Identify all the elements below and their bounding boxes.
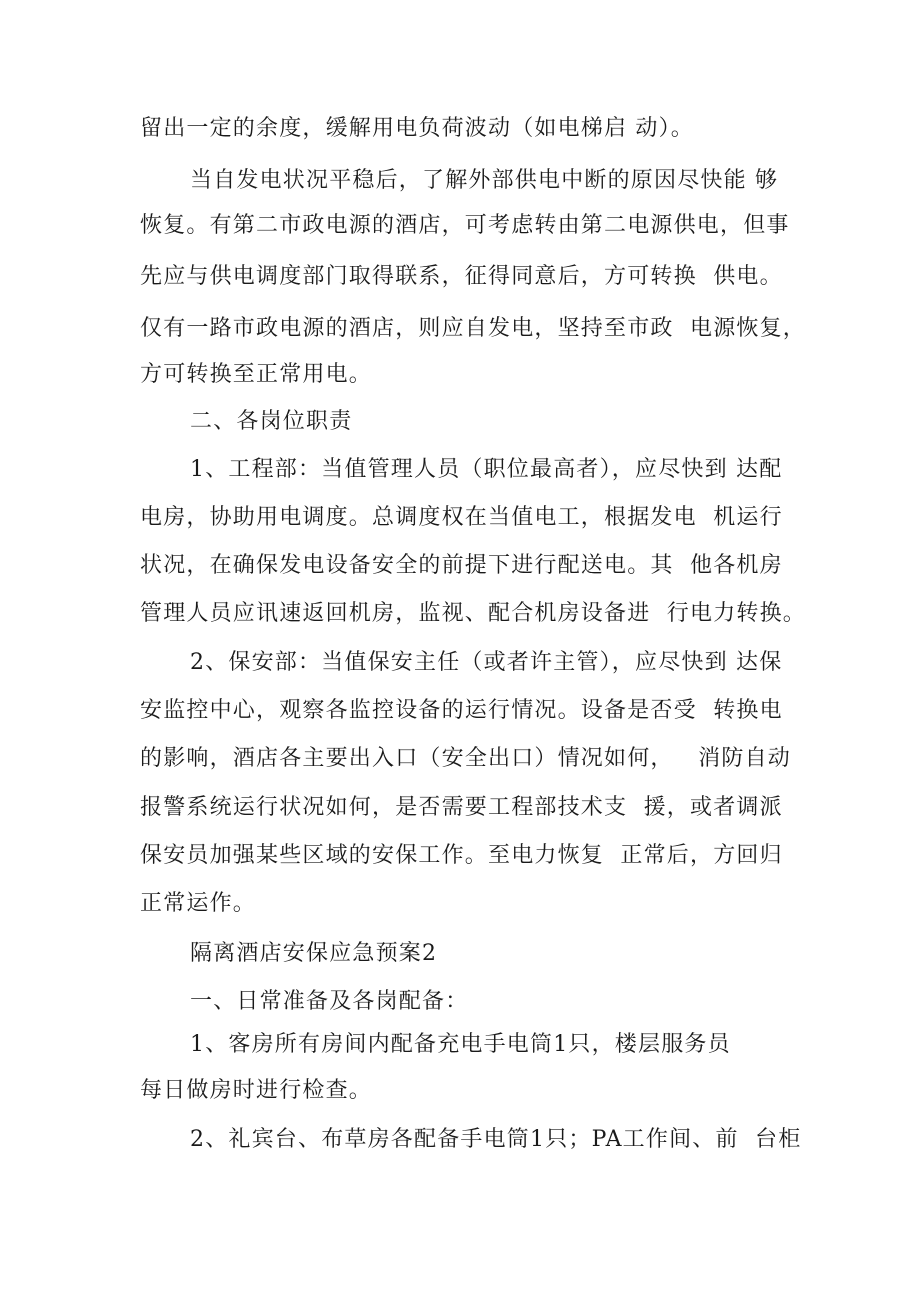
paragraph-line: 状况，在确保发电设备安全的前提下进行配送电。其 他各机房: [140, 553, 783, 578]
paragraph-line: 仅有一路市政电源的酒店，则应自发电，坚持至市政 电源恢复，: [140, 316, 806, 341]
paragraph-line: 正常运作。: [140, 891, 257, 916]
paragraph-line: 保安员加强某些区域的安保工作。至电力恢复 正常后，方回归: [140, 843, 783, 868]
section-heading: 一、日常准备及各岗配备：: [190, 989, 469, 1014]
section-heading: 二、各岗位职责: [190, 409, 353, 434]
paragraph-line: 当自发电状况平稳后，了解外部供电中断的原因尽快能 够: [190, 168, 779, 193]
paragraph-line: 的影响，酒店各主要出入口（安全出口）情况如何， 消防自动: [140, 746, 791, 771]
paragraph-line: 留出一定的余度，缓解用电负荷波动（如电梯启 动）。: [140, 116, 694, 141]
paragraph-line: 先应与供电调度部门取得联系，征得同意后，方可转换 供电。: [140, 264, 783, 289]
paragraph-line: 1、工程部：当值管理人员（职位最高者），应尽快到 达配: [190, 457, 783, 482]
paragraph-line: 管理人员应讯速返回机房，监视、配合机房设备进 行电力转换。: [140, 601, 806, 626]
document-subtitle: 隔离酒店安保应急预案2: [190, 941, 438, 966]
paragraph-line: 方可转换至正常用电。: [140, 362, 373, 387]
paragraph-line: 1、客房所有房间内配备充电手电筒1只，楼层服务员: [190, 1032, 731, 1057]
paragraph-line: 电房，协助用电调度。总调度权在当值电工，根据发电 机运行: [140, 505, 783, 530]
paragraph-line: 2、保安部：当值保安主任（或者许主管），应尽快到 达保: [190, 650, 783, 675]
paragraph-line: 每日做房时进行检查。: [140, 1078, 373, 1103]
paragraph-line: 恢复。有第二市政电源的酒店，可考虑转由第二电源供电，但事: [140, 213, 790, 238]
paragraph-line: 安监控中心，观察各监控设备的运行情况。设备是否受 转换电: [140, 698, 783, 723]
paragraph-line: 2、礼宾台、布草房各配备手电筒1只；PA工作间、前 台柜: [190, 1127, 802, 1152]
paragraph-line: 报警系统运行状况如何，是否需要工程部技术支 援，或者调派: [140, 795, 783, 820]
